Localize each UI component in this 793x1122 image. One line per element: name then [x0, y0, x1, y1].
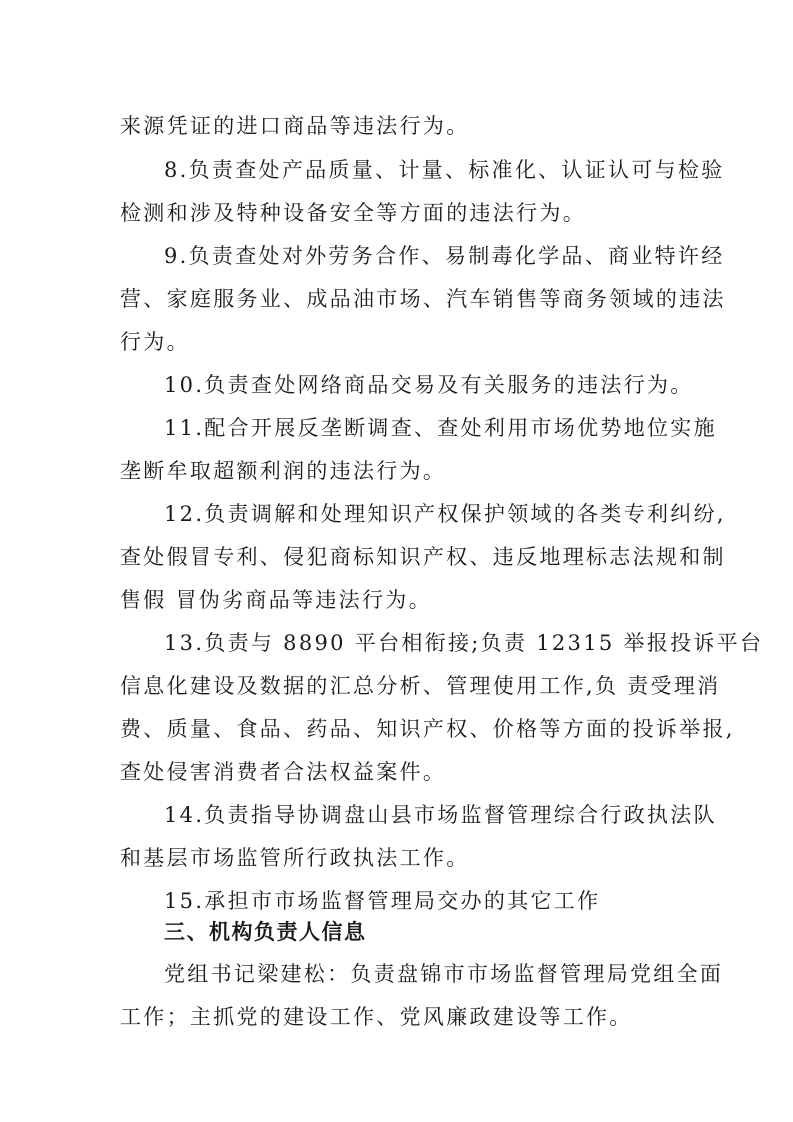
text-line: 11.配合开展反垄断调查、查处利用市场优势地位实施 [164, 416, 717, 440]
section-heading: 三、机构负责人信息 [164, 920, 367, 944]
text-line: 8.负责查处产品质量、计量、标准化、认证认可与检验 [164, 158, 725, 182]
text-line: 党组书记梁建松：负责盘锦市市场监督管理局党组全面 [164, 962, 724, 986]
text-line: 查处侵害消费者合法权益案件。 [120, 760, 447, 784]
text-line: 10.负责查处网络商品交易及有关服务的违法行为。 [164, 373, 694, 397]
text-line: 检测和涉及特种设备安全等方面的违法行为。 [120, 201, 586, 225]
text-line: 营、家庭服务业、成品油市场、汽车销售等商务领域的违法 [120, 287, 726, 311]
text-line: 查处假冒专利、侵犯商标知识产权、违反地理标志法规和制 [120, 545, 726, 569]
text-line: 9.负责查处对外劳务合作、易制毒化学品、商业特许经 [164, 244, 725, 268]
text-line: 12.负责调解和处理知识产权保护领域的各类专利纠纷, [164, 502, 726, 526]
text-line: 和基层市场监管所行政执法工作。 [120, 846, 470, 870]
text-line: 14.负责指导协调盘山县市场监督管理综合行政执法队 [164, 803, 717, 827]
text-line: 信息化建设及数据的汇总分析、管理使用工作,负 责受理消 [120, 674, 721, 698]
text-line: 行为。 [120, 330, 190, 354]
text-line: 来源凭证的进口商品等违法行为。 [120, 114, 470, 138]
text-line: 工作；主抓党的建设工作、党风廉政建设等工作。 [120, 1005, 633, 1029]
text-line: 13.负责与 8890 平台相衔接;负责 12315 举报投诉平台 [164, 631, 764, 655]
text-line: 费、质量、食品、药品、知识产权、价格等方面的投诉举报, [120, 717, 735, 741]
text-line: 15.承担市市场监督管理局交办的其它工作 [164, 889, 601, 913]
text-line: 售假 冒伪劣商品等违法行为。 [120, 588, 432, 612]
text-line: 垄断牟取超额利润的违法行为。 [120, 459, 447, 483]
